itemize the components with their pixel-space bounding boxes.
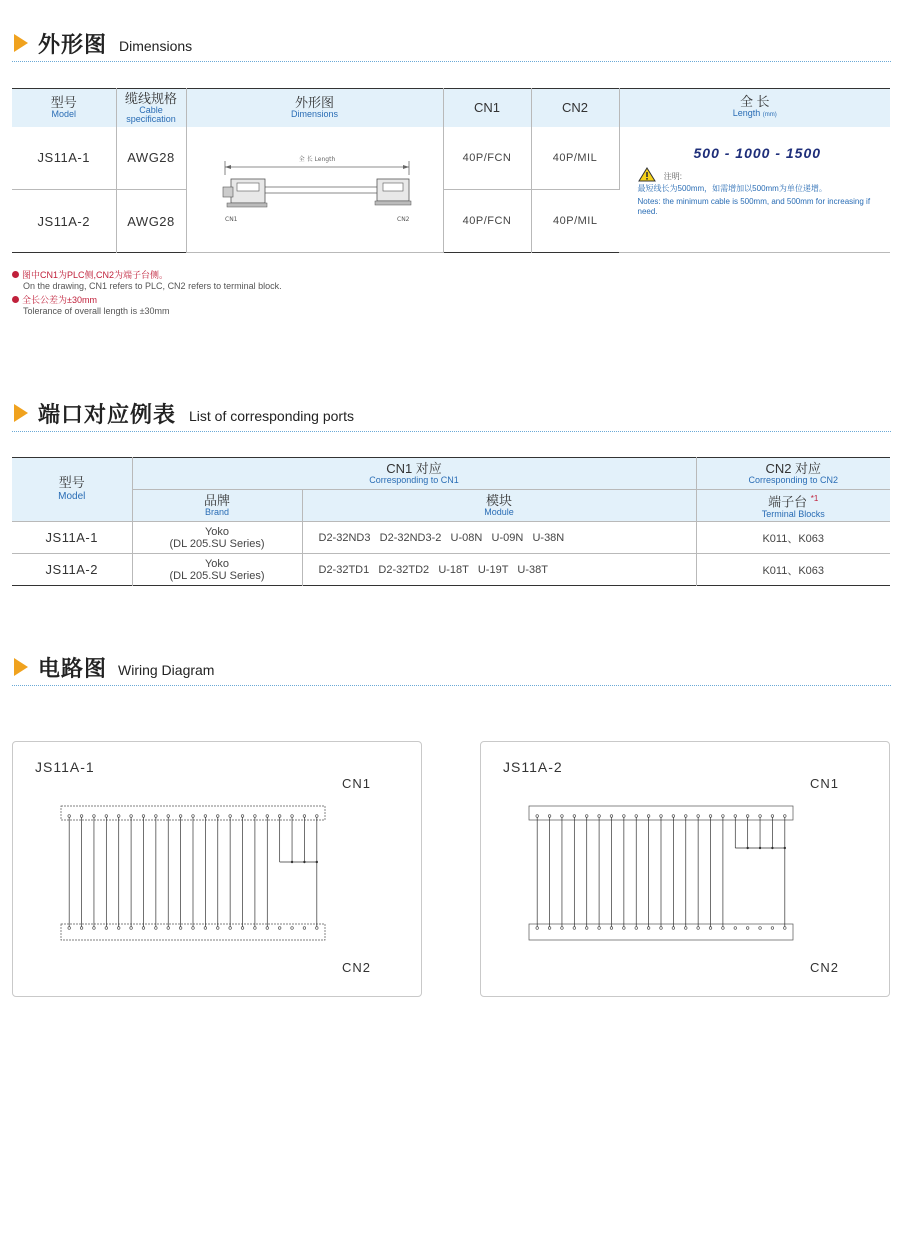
model-cell: JS11A-2 [12,190,116,253]
cn2-cell: 40P/MIL [553,215,598,227]
note-2-en: Tolerance of overall length is ±30mm [23,306,170,316]
header-model: 型号 Model [12,89,116,127]
notes [12,270,282,317]
section-title-cn: 电路图 [38,657,108,682]
header-cn1: CN1 [443,89,531,127]
section-header-wiring [12,654,891,686]
length-note: 注明: 最短线长为500mm，如需增加以500mm为单位递增。 Notes: the minimum cable is 500mm, and 500mm for increasing if need. [638,167,883,217]
table-row [12,522,890,554]
wiring-diagram-js11a-2 [480,741,890,997]
drawing-cn2-label: CN2 [396,216,409,224]
table-row [12,127,890,190]
section-title-cn: 外形图 [38,33,108,58]
arrow-icon [14,34,28,52]
note-1-en: On the drawing, CN1 refers to PLC, CN2 refers to terminal block. [23,281,282,291]
section-title-cn: 端口对应例表 [38,403,177,428]
header-brand: 品牌 Brand [132,490,302,522]
header-cn2: CN2 对应 Corresponding to CN2 [696,458,890,490]
arrow-icon [14,404,28,422]
note-2-cn: 全长公差为±30mm [22,295,97,305]
model-cell: JS11A-1 [12,522,132,554]
wiring-title: JS11A-1 [35,759,95,775]
dimensions-table [12,88,890,253]
length-label: 全 长 Length [298,156,335,164]
wiring-cn1-label: CN1 [809,776,839,791]
cable-cell: AWG28 [116,127,186,190]
cn2-cell: 40P/MIL [531,127,619,190]
table-header-row [12,458,890,490]
note-1-cn: 图中CN1为PLC侧,CN2为端子台侧。 [22,270,169,280]
length-values: 500 - 1000 - 1500 [693,144,822,161]
wiring-diagram-svg [525,802,805,952]
bullet-icon [12,271,19,278]
section-title-en: Wiring Diagram [118,662,215,678]
wiring-diagram-js11a-1 [12,741,422,997]
header-cn2: CN2 [531,89,619,127]
header-length: 全 长 Length (mm) [732,94,777,119]
section-header-ports [12,400,891,432]
wiring-cn2-label: CN2 [809,960,839,975]
dimension-drawing-cell [186,127,443,253]
terminal-cell: K011、K063 [696,522,890,554]
brand-cell: Yoko (DL 205.SU Series) [132,522,302,554]
wiring-title: JS11A-2 [503,759,563,775]
arrow-icon [14,658,28,676]
table-subheader-row [12,490,890,522]
brand-cell: Yoko (DL 205.SU Series) [132,554,302,586]
wiring-diagram-svg [57,802,337,952]
bullet-icon [12,296,19,303]
table-header-row [12,89,890,127]
cn1-cell: 40P/FCN [443,190,531,253]
warning-icon [638,167,656,182]
terminal-cell: K011、K063 [696,554,890,586]
module-cell: D2-32ND3 D2-32ND3-2 U-08N U-09N U-38N [302,522,696,554]
cable-drawing [187,127,443,251]
drawing-cn1-label: CN1 [224,216,237,224]
header-terminal: 端子台 $^{*1}$ Terminal Blocks [761,494,825,519]
module-cell: D2-32TD1 D2-32TD2 U-18T U-19T U-38T [302,554,696,586]
length-cell [619,127,890,253]
header-model: 型号 Model [12,458,132,522]
cn1-cell: 40P/FCN [443,127,531,190]
cable-cell: AWG28 [116,190,186,253]
model-cell: JS11A-2 [12,554,132,586]
model-cell: JS11A-1 [12,127,116,190]
header-cn1: CN1 对应 Corresponding to CN1 [132,458,696,490]
section-header-dimensions [12,30,891,62]
ports-table [12,457,890,586]
wiring-cn2-label: CN2 [341,960,371,975]
header-dimensions: 外形图 Dimensions [186,89,443,127]
section-title-en: List of corresponding ports [189,408,354,424]
header-module: 模块 Module [302,490,696,522]
header-cable: 缆线规格 Cable specification [116,89,186,127]
wiring-cn1-label: CN1 [341,776,371,791]
table-row [12,554,890,586]
section-title-en: Dimensions [119,38,193,54]
